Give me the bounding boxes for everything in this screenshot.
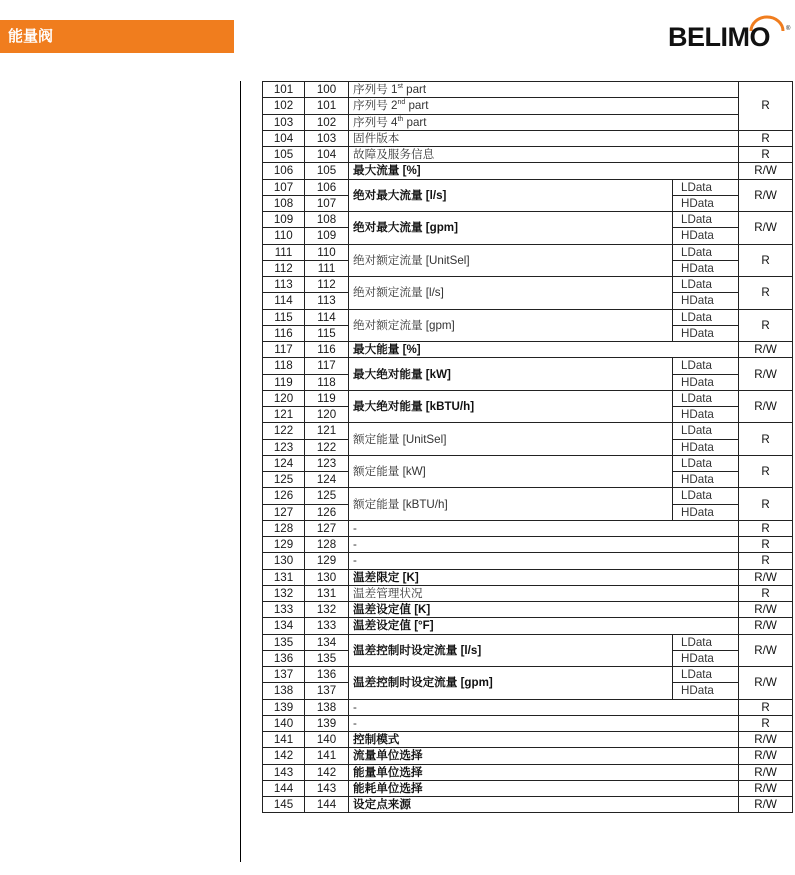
parameter-name-cell: 设定点来源	[349, 797, 739, 813]
address-cell: 124	[305, 472, 349, 488]
data-part-cell: HData	[673, 683, 739, 699]
access-cell: R	[739, 553, 793, 569]
access-cell: R/W	[739, 748, 793, 764]
table-row	[263, 212, 793, 228]
table-row	[263, 147, 793, 163]
access-cell: R/W	[739, 780, 793, 796]
address-cell: 101	[305, 98, 349, 114]
parameter-name-cell: 温差设定值 [K]	[349, 602, 739, 618]
address-cell: 141	[305, 748, 349, 764]
data-part-cell: LData	[673, 244, 739, 260]
register-number-cell: 140	[263, 715, 305, 731]
parameter-name-cell: 控制模式	[349, 732, 739, 748]
data-part-cell: HData	[673, 293, 739, 309]
address-cell: 121	[305, 423, 349, 439]
parameter-name-cell: 温差控制时设定流量 [gpm]	[349, 667, 673, 700]
address-cell: 128	[305, 537, 349, 553]
address-cell: 135	[305, 650, 349, 666]
logo-registered-mark: ®	[786, 26, 791, 32]
address-cell: 130	[305, 569, 349, 585]
parameter-name-cell: 固件版本	[349, 130, 739, 146]
data-part-cell: HData	[673, 439, 739, 455]
register-number-cell: 119	[263, 374, 305, 390]
address-cell: 117	[305, 358, 349, 374]
parameter-name-cell: 温差控制时设定流量 [l/s]	[349, 634, 673, 667]
register-number-cell: 142	[263, 748, 305, 764]
access-cell: R	[739, 130, 793, 146]
register-number-cell: 121	[263, 407, 305, 423]
address-cell: 140	[305, 732, 349, 748]
register-number-cell: 120	[263, 390, 305, 406]
data-part-cell: LData	[673, 358, 739, 374]
parameter-name-cell: -	[349, 537, 739, 553]
table-row	[263, 537, 793, 553]
register-number-cell: 101	[263, 82, 305, 98]
table-row	[263, 277, 793, 293]
access-cell: R/W	[739, 732, 793, 748]
register-number-cell: 134	[263, 618, 305, 634]
register-number-cell: 115	[263, 309, 305, 325]
table-row	[263, 602, 793, 618]
address-cell: 131	[305, 585, 349, 601]
table-row	[263, 130, 793, 146]
register-number-cell: 136	[263, 650, 305, 666]
belimo-logo	[668, 14, 794, 54]
parameter-name-cell: 序列号 1st part	[349, 82, 739, 98]
register-number-cell: 141	[263, 732, 305, 748]
data-part-cell: HData	[673, 195, 739, 211]
register-number-cell: 102	[263, 98, 305, 114]
register-number-cell: 125	[263, 472, 305, 488]
data-part-cell: HData	[673, 472, 739, 488]
access-cell: R	[739, 82, 793, 131]
table-row	[263, 732, 793, 748]
access-cell: R/W	[739, 667, 793, 700]
parameter-name-cell: 序列号 4th part	[349, 114, 739, 130]
logo-wordmark: BELIMO	[668, 22, 770, 52]
address-cell: 103	[305, 130, 349, 146]
address-cell: 111	[305, 260, 349, 276]
access-cell: R/W	[739, 764, 793, 780]
access-cell: R/W	[739, 618, 793, 634]
address-cell: 108	[305, 212, 349, 228]
parameter-name-cell: -	[349, 699, 739, 715]
register-number-cell: 138	[263, 683, 305, 699]
register-number-cell: 117	[263, 342, 305, 358]
address-cell: 133	[305, 618, 349, 634]
address-cell: 134	[305, 634, 349, 650]
table-row	[263, 488, 793, 504]
parameter-name-cell: 绝对最大流量 [l/s]	[349, 179, 673, 212]
address-cell: 112	[305, 277, 349, 293]
access-cell: R/W	[739, 179, 793, 212]
register-number-cell: 132	[263, 585, 305, 601]
table-row	[263, 553, 793, 569]
ordinal-suffix: nd	[397, 99, 406, 107]
table-row	[263, 797, 793, 813]
parameter-name-cell: 最大能量 [%]	[349, 342, 739, 358]
table-row	[263, 764, 793, 780]
access-cell: R/W	[739, 212, 793, 245]
access-cell: R	[739, 147, 793, 163]
parameter-name-cell: -	[349, 715, 739, 731]
address-cell: 115	[305, 325, 349, 341]
register-number-cell: 103	[263, 114, 305, 130]
address-cell: 125	[305, 488, 349, 504]
table-row	[263, 114, 793, 130]
access-cell: R/W	[739, 358, 793, 391]
access-cell: R/W	[739, 602, 793, 618]
data-part-cell: HData	[673, 325, 739, 341]
address-cell: 129	[305, 553, 349, 569]
section-title-banner	[0, 20, 234, 53]
table-row	[263, 342, 793, 358]
parameter-name-cell: 温差管理状况	[349, 585, 739, 601]
access-cell: R/W	[739, 163, 793, 179]
data-part-cell: HData	[673, 407, 739, 423]
table-row	[263, 163, 793, 179]
register-number-cell: 106	[263, 163, 305, 179]
table-row	[263, 634, 793, 650]
data-part-cell: LData	[673, 212, 739, 228]
data-part-cell: LData	[673, 667, 739, 683]
ordinal-suffix: th	[397, 115, 404, 123]
table-row	[263, 179, 793, 195]
register-number-cell: 118	[263, 358, 305, 374]
access-cell: R	[739, 520, 793, 536]
table-row	[263, 520, 793, 536]
data-part-cell: LData	[673, 309, 739, 325]
access-cell: R/W	[739, 797, 793, 813]
table-row	[263, 715, 793, 731]
register-number-cell: 107	[263, 179, 305, 195]
table-row	[263, 699, 793, 715]
address-cell: 144	[305, 797, 349, 813]
address-cell: 109	[305, 228, 349, 244]
address-cell: 107	[305, 195, 349, 211]
data-part-cell: LData	[673, 488, 739, 504]
register-number-cell: 123	[263, 439, 305, 455]
data-part-cell: LData	[673, 423, 739, 439]
ordinal-suffix: st	[397, 83, 403, 91]
address-cell: 139	[305, 715, 349, 731]
data-part-cell: HData	[673, 260, 739, 276]
register-number-cell: 135	[263, 634, 305, 650]
access-cell: R	[739, 277, 793, 310]
register-number-cell: 104	[263, 130, 305, 146]
address-cell: 137	[305, 683, 349, 699]
access-cell: R	[739, 585, 793, 601]
table-row	[263, 244, 793, 260]
parameter-name-cell: 能量单位选择	[349, 764, 739, 780]
access-cell: R/W	[739, 390, 793, 423]
access-cell: R	[739, 488, 793, 521]
parameter-name-cell: 额定能量 [UnitSel]	[349, 423, 673, 456]
register-table	[262, 81, 793, 813]
address-cell: 116	[305, 342, 349, 358]
register-number-cell: 114	[263, 293, 305, 309]
address-cell: 104	[305, 147, 349, 163]
parameter-name-cell: 绝对最大流量 [gpm]	[349, 212, 673, 245]
parameter-name-cell: 流量单位选择	[349, 748, 739, 764]
address-cell: 127	[305, 520, 349, 536]
parameter-name-cell: 绝对额定流量 [l/s]	[349, 277, 673, 310]
register-number-cell: 129	[263, 537, 305, 553]
register-number-cell: 124	[263, 455, 305, 471]
register-number-cell: 113	[263, 277, 305, 293]
parameter-name-cell: 额定能量 [kBTU/h]	[349, 488, 673, 521]
table-row	[263, 618, 793, 634]
address-cell: 118	[305, 374, 349, 390]
register-number-cell: 112	[263, 260, 305, 276]
parameter-name-cell: 最大流量 [%]	[349, 163, 739, 179]
data-part-cell: LData	[673, 634, 739, 650]
parameter-name-cell: 额定能量 [kW]	[349, 455, 673, 488]
parameter-name-cell: 故障及服务信息	[349, 147, 739, 163]
table-row	[263, 455, 793, 471]
table-row	[263, 82, 793, 98]
table-row	[263, 423, 793, 439]
register-number-cell: 126	[263, 488, 305, 504]
table-row	[263, 358, 793, 374]
table-row	[263, 585, 793, 601]
access-cell: R/W	[739, 569, 793, 585]
register-number-cell: 105	[263, 147, 305, 163]
parameter-name-cell: -	[349, 553, 739, 569]
address-cell: 143	[305, 780, 349, 796]
access-cell: R/W	[739, 342, 793, 358]
address-cell: 113	[305, 293, 349, 309]
register-number-cell: 108	[263, 195, 305, 211]
address-cell: 122	[305, 439, 349, 455]
data-part-cell: HData	[673, 504, 739, 520]
register-number-cell: 143	[263, 764, 305, 780]
data-part-cell: HData	[673, 374, 739, 390]
table-row	[263, 748, 793, 764]
data-part-cell: LData	[673, 455, 739, 471]
address-cell: 106	[305, 179, 349, 195]
register-number-cell: 130	[263, 553, 305, 569]
parameter-name-cell: 温差限定 [K]	[349, 569, 739, 585]
parameter-name-cell: 绝对额定流量 [gpm]	[349, 309, 673, 342]
register-number-cell: 137	[263, 667, 305, 683]
parameter-name-cell: 最大绝对能量 [kBTU/h]	[349, 390, 673, 423]
register-number-cell: 110	[263, 228, 305, 244]
address-cell: 138	[305, 699, 349, 715]
access-cell: R	[739, 423, 793, 456]
address-cell: 136	[305, 667, 349, 683]
data-part-cell: HData	[673, 650, 739, 666]
register-number-cell: 131	[263, 569, 305, 585]
access-cell: R/W	[739, 634, 793, 667]
register-number-cell: 139	[263, 699, 305, 715]
address-cell: 100	[305, 82, 349, 98]
data-part-cell: LData	[673, 277, 739, 293]
address-cell: 105	[305, 163, 349, 179]
address-cell: 110	[305, 244, 349, 260]
register-number-cell: 127	[263, 504, 305, 520]
parameter-name-cell: 序列号 2nd part	[349, 98, 739, 114]
parameter-name-cell: -	[349, 520, 739, 536]
register-number-cell: 145	[263, 797, 305, 813]
data-part-cell: LData	[673, 390, 739, 406]
address-cell: 126	[305, 504, 349, 520]
register-number-cell: 111	[263, 244, 305, 260]
register-number-cell: 109	[263, 212, 305, 228]
section-title: 能量阀	[8, 28, 54, 45]
parameter-name-cell: 最大绝对能量 [kW]	[349, 358, 673, 391]
register-number-cell: 122	[263, 423, 305, 439]
address-cell: 142	[305, 764, 349, 780]
margin-rule	[240, 81, 241, 862]
access-cell: R	[739, 455, 793, 488]
access-cell: R	[739, 244, 793, 277]
register-number-cell: 116	[263, 325, 305, 341]
parameter-name-cell: 温差设定值 [°F]	[349, 618, 739, 634]
register-number-cell: 144	[263, 780, 305, 796]
table-row	[263, 309, 793, 325]
address-cell: 132	[305, 602, 349, 618]
address-cell: 123	[305, 455, 349, 471]
address-cell: 120	[305, 407, 349, 423]
data-part-cell: HData	[673, 228, 739, 244]
address-cell: 114	[305, 309, 349, 325]
table-row	[263, 390, 793, 406]
access-cell: R	[739, 715, 793, 731]
address-cell: 102	[305, 114, 349, 130]
data-part-cell: LData	[673, 179, 739, 195]
parameter-name-cell: 能耗单位选择	[349, 780, 739, 796]
access-cell: R	[739, 699, 793, 715]
register-number-cell: 128	[263, 520, 305, 536]
register-number-cell: 133	[263, 602, 305, 618]
table-row	[263, 780, 793, 796]
address-cell: 119	[305, 390, 349, 406]
table-row	[263, 667, 793, 683]
access-cell: R	[739, 537, 793, 553]
table-row	[263, 569, 793, 585]
parameter-name-cell: 绝对额定流量 [UnitSel]	[349, 244, 673, 277]
access-cell: R	[739, 309, 793, 342]
table-row	[263, 98, 793, 114]
